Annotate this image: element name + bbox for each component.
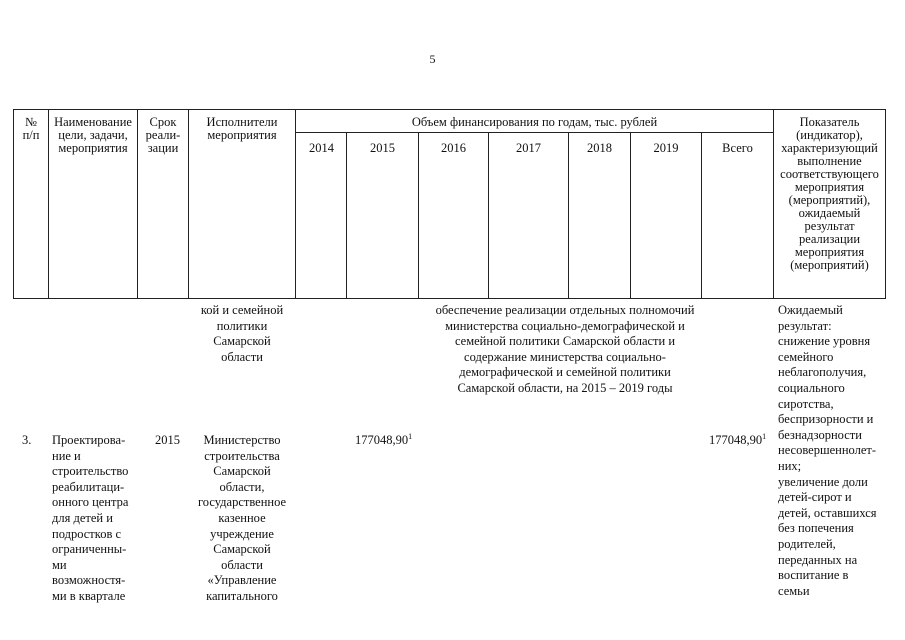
header-funding: Объем финансирования по годам, тыс. рублей [411,115,658,129]
row3-total-amount: 177048,90 [709,433,763,447]
continuation-indicator: Ожидаемый результат: снижение уровня семейного неблагополучия, социального сиротства, беспризорности и безнадзорности несовершеннолет- них; увеличение доли детей-сирот и детей, оставшихся без попечения родителей, переданных на воспитание в семьи [778,303,877,598]
row3-executors: Министерство строительства Самарской области, государственное казенное учреждение Самарской области «Управление капитального [197,433,287,603]
header-executors: Исполнители мероприятия [206,115,278,142]
row3-total-footnote: 1 [762,431,767,441]
row3-num: 3. [22,433,32,447]
header-term: Срок реали- зации [145,115,181,155]
continuation-executors: кой и семейной политики Самарской области [200,303,284,364]
continuation-funding-note: обеспечение реализации отдельных полномочий министерства социально-демографической и семейной политики Самарской области и содержание министерства социально- демографической и семейной политики Самарской области, на 2015 – 2019 годы [435,303,695,395]
header-year-2016: 2016 [441,141,466,155]
row3-total-value [709,433,766,449]
header-num: № п/п [22,115,40,142]
header-year-2014: 2014 [309,141,334,155]
row3-name: Проектирова- ние и строительство реабилитаци- онного центра для детей и подростков с ограниченны- ми возможностя- ми в квартале [52,433,129,603]
header-indicator: Показатель (индикатор), характеризующий выполнение соответствующего мероприятия (мероприятий), ожидаемый результат реализации мероприятия (мероприятий) [780,115,879,272]
row3-2015-amount: 177048,90 [355,433,409,447]
header-year-2017: 2017 [516,141,541,155]
header-year-2018: 2018 [587,141,612,155]
page-number: 5 [429,52,436,66]
row3-term: 2015 [155,433,180,447]
row3-2015-value [355,433,412,449]
header-year-2015: 2015 [370,141,395,155]
header-total: Всего [722,141,753,155]
header-year-2019: 2019 [653,141,679,155]
row3-2015-footnote: 1 [408,431,413,441]
header-name: Наименование цели, задачи, мероприятия [54,115,132,155]
